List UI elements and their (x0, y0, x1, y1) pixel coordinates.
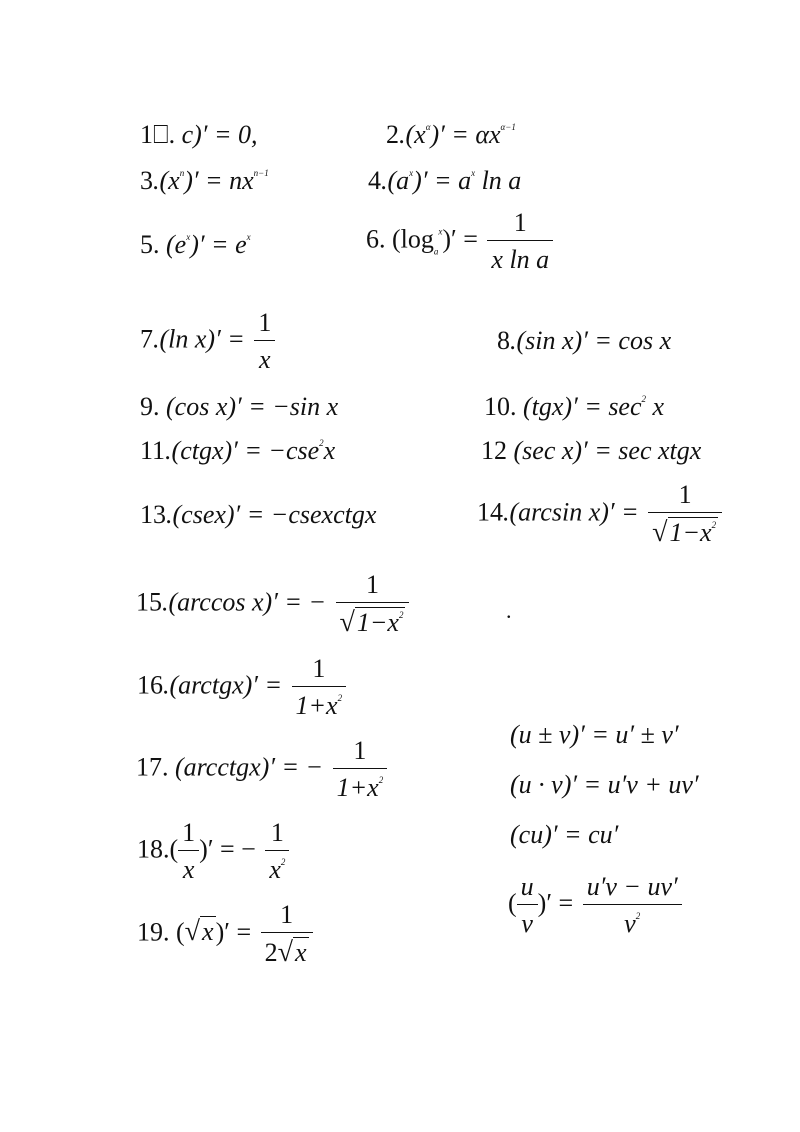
formula-number: 1⎕. (140, 120, 176, 149)
rule-sum: (u ± v)′ = u′ ± v′ (510, 720, 679, 749)
numerator: 1 (678, 480, 692, 509)
formula-9 (140, 394, 338, 420)
rule-constant: (cu)′ = cu′ (510, 820, 619, 849)
formula-14 (477, 482, 725, 547)
formula-11 (140, 438, 335, 464)
formula-6 (366, 210, 556, 273)
formula-body: .( (163, 834, 179, 864)
formula-number: 10. (484, 392, 517, 421)
radicand (668, 517, 719, 547)
formula-middle: )′ = e (190, 230, 247, 259)
formula-3 (140, 168, 269, 194)
fraction (487, 210, 553, 273)
rule-product: (u · v)′ = u′v + uv′ (510, 770, 699, 799)
formula-15 (136, 572, 412, 637)
numerator: 1 (258, 308, 272, 337)
formula-number: 11 (140, 436, 166, 465)
exponent: n−1 (253, 168, 269, 178)
inner-fraction (178, 820, 199, 883)
sqrt (185, 918, 216, 946)
denominator (648, 512, 722, 547)
denominator: x (254, 340, 275, 373)
formula-body: .(x (399, 120, 426, 149)
denominator (336, 602, 410, 637)
exponent: 2 (337, 693, 343, 703)
formula-body: (cos x)′ = −sin x (166, 392, 339, 421)
formula-7 (140, 310, 278, 373)
numerator: 1 (270, 818, 284, 847)
formula-number: 14 (477, 497, 503, 527)
denominator: x ln a (487, 240, 553, 273)
fraction (336, 572, 410, 637)
formula-middle: )′ = (442, 224, 478, 254)
formula-tail: x (646, 392, 665, 421)
exponent: 2 (398, 610, 404, 620)
formula-middle: )′ = αx (430, 120, 501, 149)
formula-body: c)′ = 0, (181, 120, 258, 149)
formula-number: 7 (140, 324, 153, 354)
exponent: 2 (635, 911, 641, 921)
exponent: 2 (711, 520, 717, 530)
formula-body: .(x (153, 166, 180, 195)
formula-1 (140, 122, 258, 148)
rule-quotient (508, 874, 685, 937)
numerator: 1 (513, 208, 527, 237)
formula-middle: )′ = a (413, 166, 472, 195)
formula-body: ( (176, 917, 185, 947)
formula-12 (481, 438, 701, 464)
numerator: u (520, 872, 534, 901)
denominator: v (517, 904, 538, 937)
formula-middle: )′ = (215, 917, 252, 947)
formula-middle: )′ = − (199, 834, 256, 864)
sqrt-icon: √ (339, 607, 355, 638)
numerator: 1 (353, 736, 367, 765)
formula-number: 5. (140, 230, 160, 259)
denominator-text: x (269, 855, 281, 884)
formula-body: (log (392, 224, 434, 254)
denominator (333, 768, 388, 801)
formula-body: .(arccos x)′ = − (162, 587, 326, 617)
formula-number: 8 (497, 326, 510, 355)
formula-number: 4 (368, 166, 381, 195)
formula-number: 3 (140, 166, 153, 195)
fraction (333, 738, 388, 801)
radicand: x (294, 938, 307, 967)
fraction (254, 310, 275, 373)
fraction (583, 874, 682, 937)
formula-18 (137, 820, 292, 883)
formula-body: .(arctgx)′ = (163, 670, 283, 700)
numerator: 1 (365, 570, 379, 599)
formula-number: 19. (137, 917, 170, 947)
numerator: 1 (280, 900, 294, 929)
numerator: 1 (312, 654, 326, 683)
formula-body: (e (166, 230, 187, 259)
fraction (265, 820, 289, 883)
formula-2 (386, 122, 516, 148)
formula-16 (137, 656, 349, 719)
exponent: x (438, 226, 443, 237)
sqrt (340, 609, 406, 637)
fraction (261, 902, 313, 967)
sqrt-icon: √ (184, 916, 201, 948)
formula-body: .(arcsin x)′ = (503, 497, 639, 527)
formula-number: 12 (481, 436, 507, 465)
formula-17 (136, 738, 390, 801)
formula-13 (140, 502, 376, 528)
exponent: n (179, 168, 185, 178)
log-base: a (433, 246, 439, 257)
formula-body: .(a (381, 166, 410, 195)
sqrt-icon: √ (652, 517, 668, 548)
sqrt-icon: √ (277, 937, 293, 968)
denominator-text: 1+x (295, 691, 338, 720)
denominator (583, 904, 682, 937)
formula-5 (140, 232, 251, 258)
formula-8 (497, 328, 671, 354)
formula-number: 18 (137, 834, 163, 864)
formula-body: (arcctgx)′ = − (175, 752, 324, 782)
formula-number: 13 (140, 500, 166, 529)
denominator (292, 686, 347, 719)
exponent: x (186, 232, 191, 242)
denominator-text: v (624, 909, 636, 938)
radicand-text: 1−x (669, 518, 712, 547)
formula-4 (368, 168, 521, 194)
sqrt (278, 939, 309, 967)
stray-dot: . (506, 598, 512, 623)
exponent: 2 (378, 775, 384, 785)
fraction (292, 656, 347, 719)
exponent: α−1 (500, 122, 516, 132)
formula-middle: )′ = nx (184, 166, 254, 195)
formula-19 (137, 902, 316, 967)
radicand (355, 607, 406, 637)
radicand: x (202, 917, 214, 947)
exponent: x (409, 168, 414, 178)
denominator: x (178, 850, 199, 883)
formula-body: .(ln x)′ = (153, 324, 245, 354)
exponent: x (471, 168, 476, 178)
numerator: u′v − uv′ (586, 872, 678, 901)
inner-fraction (517, 874, 538, 937)
exponent: 2 (280, 857, 286, 867)
radicand-text: 1−x (356, 608, 399, 637)
sqrt (652, 519, 718, 547)
fraction (648, 482, 722, 547)
exponent: 2 (641, 394, 647, 404)
formula-number: 6. (366, 224, 386, 254)
formula-number: 2 (386, 120, 399, 149)
formula-body: .(csex)′ = −csexctgx (166, 500, 377, 529)
denominator (261, 932, 313, 967)
exponent: x (246, 232, 251, 242)
formula-body: ( (508, 888, 517, 918)
formula-body: .(ctgx)′ = −cse (165, 436, 320, 465)
formula-number: 17. (136, 752, 169, 782)
formula-number: 15 (136, 587, 162, 617)
exponent: α (425, 122, 431, 132)
formula-tail: ln a (475, 166, 522, 195)
formula-tail: x (323, 436, 336, 465)
formula-number: 16 (137, 670, 163, 700)
numerator: 1 (182, 818, 196, 847)
exponent: 2 (319, 438, 324, 448)
denominator (265, 850, 289, 883)
formula-10 (484, 394, 664, 420)
formula-body: .(sin x)′ = cos x (510, 326, 672, 355)
denominator-coefficient: 2 (264, 938, 278, 967)
formula-body: (sec x)′ = sec xtgx (513, 436, 702, 465)
formula-body: (tgx)′ = sec (523, 392, 642, 421)
formula-number: 9. (140, 392, 160, 421)
denominator-text: 1+x (336, 773, 379, 802)
formula-middle: )′ = (537, 888, 574, 918)
